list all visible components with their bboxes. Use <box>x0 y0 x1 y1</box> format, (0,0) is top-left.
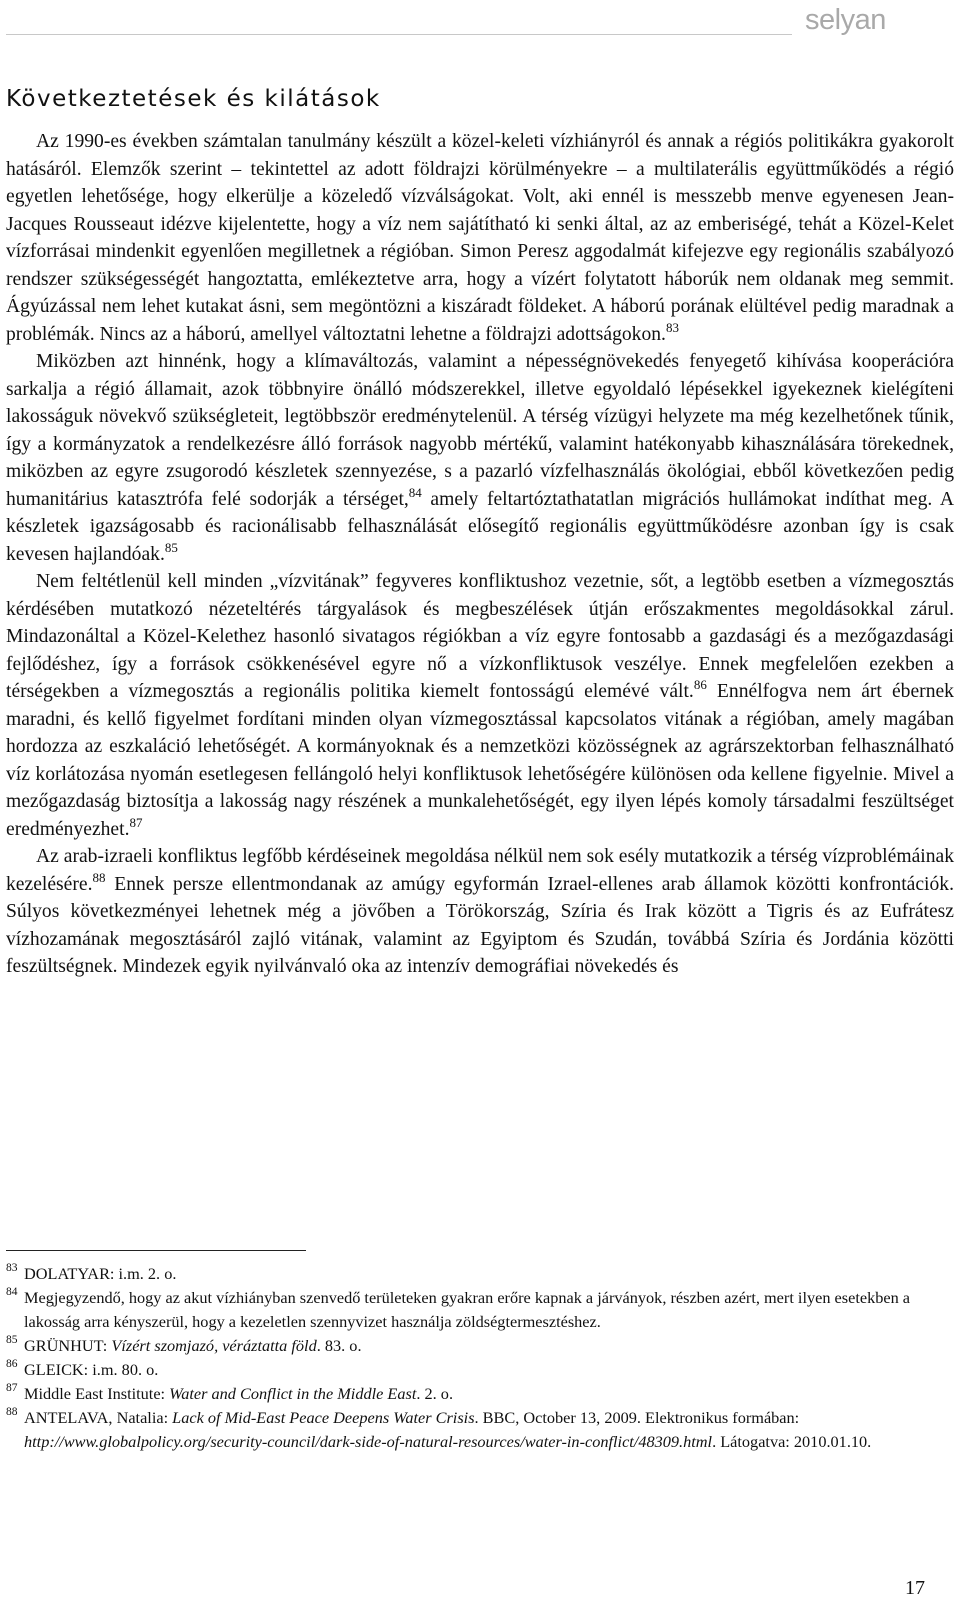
footnote-text: ANTELAVA, Natalia: <box>24 1408 173 1427</box>
footnote-text: . 2. o. <box>416 1384 454 1403</box>
footnote-number: 88 <box>6 1406 18 1418</box>
footnote-item <box>6 1262 916 1286</box>
footnotes-section <box>6 1262 916 1454</box>
footnote-text: GRÜNHUT: <box>24 1336 112 1355</box>
footnote-text: Middle East Institute: <box>24 1384 170 1403</box>
footnote-separator <box>6 1250 306 1251</box>
section-title: Következtetések és kilátások <box>6 86 381 112</box>
footnote-number: 86 <box>6 1358 18 1370</box>
footnote-italic-text: Water and Conflict in the Middle East <box>169 1384 417 1403</box>
paragraph-text: Az 1990-es években számtalan tanulmány készült a közel-keleti vízhiányról és annak a régiós politikákra gyakorolt hatásáról. Elemzők szerint – tekintettel az adott földrajzi körülményekre – a multilaterális együttműködés a régió egyetlen lehetősége, hogy elkerülje a közeledő vízválságokat. Volt, aki ennél is messzebb menve egyenesen Jean-Jacques Rousseaut idézve kijelentette, hogy a víz nem sajátítható ki senki által, az az emberiségé, tehát a Közel-Kelet vízforrásai mindenkit egyenlően megilletnek a régióban. Simon Peresz aggodalmát kifejezve egy regionális szabályozó rendszer szükségességét hangoztatta, emlékeztetve arra, hogy a vízért folytatott háborúk nem oldanak meg semmit. Ágyúzással nem lehet kutakat ásni, sem megöntözni a kiszáradt földeket. A háború porának elültével pedig maradnak a problémák. Nincs az a háború, amellyel változtatni lehetne a földrajzi adottságokon. <box>6 131 954 345</box>
footnote-text: DOLATYAR: i.m. 2. o. <box>24 1264 177 1283</box>
footnote-item <box>6 1406 916 1454</box>
paragraph <box>6 843 954 981</box>
footnote-text: . Látogatva: 2010.01.10. <box>712 1432 872 1451</box>
paragraph-text: Miközben azt hinnénk, hogy a klímaváltozás, valamint a népességnövekedés fenyegető kihívása kooperációra sarkalja a régió államait, azok többnyire önálló módszerekkel, illetve egyoldaló lépésekkel igyekeznek kielégíteni lakosságuk növekvő szükségleteit, legtöbbször eredménytelenül. A térség vízügyi helyzete ma még kezelhetőnek tűnik, így a kormányzatok a rendelkezésre álló források nagyobb mértékű, valamint hatékonyabb kihasználására törekednek, miközben az egyre zsugorodó készletek szennyezése, s a pazarló vízfelhasználás ökológiai, ebből következően pedig humanitárius katasztrófa felé sodorják a térséget, <box>6 351 954 510</box>
footnote-item <box>6 1358 916 1382</box>
footnote-reference[interactable]: 88 <box>92 869 106 885</box>
footnote-reference[interactable]: 83 <box>665 319 679 335</box>
paragraph-text: Az arab-izraeli konfliktus legfőbb kérdéseinek megoldása nélkül nem sok esély mutatkozik a térség vízproblémáinak kezelésére. <box>6 846 954 895</box>
paragraph-text: Nem feltétlenül kell minden „vízvitának” fegyveres konfliktushoz vezetnie, sőt, a legtöbb esetben a vízmegosztás kérdésében mutatkozó nézeteltérés tárgyalások és megbeszélések útján erőszakmentes megoldásokkal zárul. Mindazonáltal a Közel-Kelethez hasonló sivatagos régiókban a víz egyre fontosabb a gazdasági és a mezőgazdasági fejlődéshez, így a források csökkenésével egyre nő a vízkonfliktusok veszélye. Ennek megfelelően ezekben a térségekben a vízmegosztás a regionális politika kiemelt fontosságú elemévé vált. <box>6 571 954 702</box>
footnote-italic-text: http://www.globalpolicy.org/security-council/dark-side-of-natural-resources/water-in-conflict/48309.html <box>24 1432 713 1451</box>
paragraph <box>6 348 954 568</box>
footnote-text: Megjegyzendő, hogy az akut vízhiányban szenvedő területeken gyakran erőre kapnak a járványok, részben azért, mert ilyen esetekben a lakosság arra kényszerül, hogy a kezeletlen szennyvizet használja zöldségtermesztéshez. <box>24 1288 911 1331</box>
footnote-number: 84 <box>6 1286 18 1298</box>
paragraph <box>6 568 954 843</box>
footnote-item <box>6 1286 916 1334</box>
footnote-item <box>6 1334 916 1358</box>
footnote-reference[interactable]: 87 <box>129 814 143 830</box>
footnote-text: . 83. o. <box>316 1336 362 1355</box>
paragraph <box>6 128 954 348</box>
paragraph-text: Ennek persze ellentmondanak az amúgy egyformán Izrael-ellenes arab államok közötti konfrontációk. Súlyos következményei lehetnek még a jövőben a Törökország, Szíria és Irak között a Tigris és az Eufrátesz vízhozamának megosztásáról zajló vitának, valamint az Egyiptom és Szudán, továbbá Szíria és Jordánia közötti feszültségnek. Mindezek egyik nyilvánvaló oka az intenzív demográfiai növekedés és <box>6 873 954 977</box>
footnote-item <box>6 1382 916 1406</box>
paragraph-text: amely feltartóztathatatlan migrációs hullámokat indíthat meg. A készletek igazságosabb és racionálisabb felhasználását elősegítő regionális együttműködésre azonban így is csak kevesen hajlandóak. <box>6 488 954 565</box>
footnote-reference[interactable]: 85 <box>164 539 178 555</box>
footnote-text: . BBC, October 13, 2009. Elektronikus formában: <box>474 1408 800 1427</box>
body-text <box>6 128 954 981</box>
footnote-text: GLEICK: i.m. 80. o. <box>24 1360 159 1379</box>
footnote-reference[interactable]: 84 <box>408 484 422 500</box>
header-rule <box>6 34 792 35</box>
footnote-italic-text: Vízért szomjazó, véráztatta föld <box>111 1336 317 1355</box>
footnote-number: 83 <box>6 1262 18 1274</box>
publisher-logo: selyan <box>805 4 886 36</box>
footnote-number: 85 <box>6 1334 18 1346</box>
paragraph-text: Ennélfogva nem árt ébernek maradni, és kellő figyelmet fordítani minden olyan vízmegosztással kapcsolatos vitának a régióban, amely magában hordozza az eszkaláció lehetőségét. A kormányoknak és a nemzetközi közösségnek az agrárszektorban felhasználható víz korlátozása nyomán esetlegesen fellángoló helyi konfliktusok lehetőségére különösen oda kellene figyelnie. Mivel a mezőgazdaság biztosítja a lakosság nagy részének a munkalehetőségét, egy ilyen lépés komoly társadalmi feszültséget eredményezhet. <box>6 681 954 840</box>
footnote-reference[interactable]: 86 <box>693 677 707 692</box>
page-number: 17 <box>905 1577 925 1599</box>
footnote-number: 87 <box>6 1382 18 1394</box>
footnote-italic-text: Lack of Mid-East Peace Deepens Water Crisis <box>172 1408 475 1427</box>
